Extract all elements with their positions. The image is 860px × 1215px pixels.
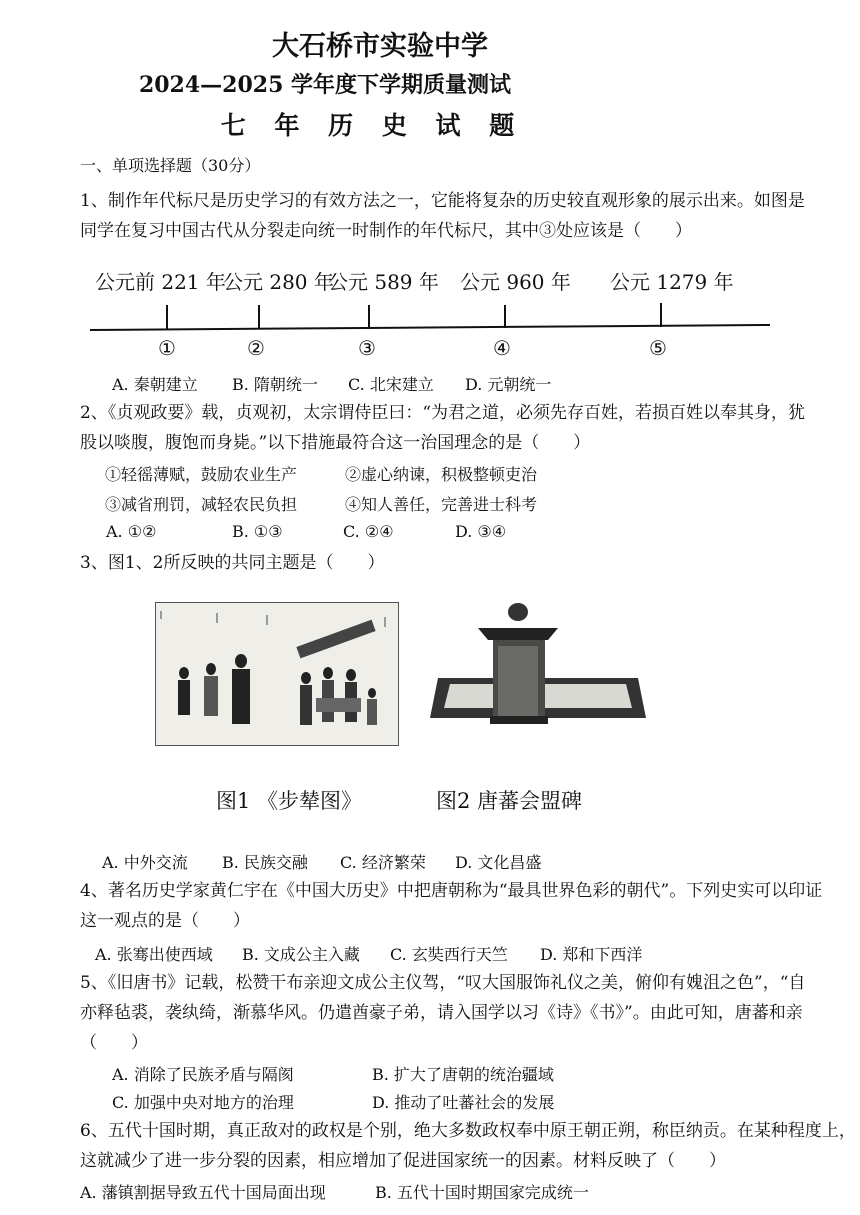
section-title: 一、单项选择题（30分） (80, 156, 261, 175)
q2-item-4: ④知人善任，完善进士科考 (345, 495, 538, 514)
q1-line1: 1、制作年代标尺是历史学习的有效方法之一，它能将复杂的历史较直观形象的展示出来。如图是 (80, 191, 805, 211)
q1-line2: 同学在复习中国古代从分裂走向统一时制作的年代标尺，其中③处应该是（ ） (80, 221, 692, 241)
timeline-label: 公元 1279 年 (610, 270, 734, 294)
q6-line2: 这就减少了进一步分裂的因素，相应增加了促进国家统一的因素。材料反映了（ ） (80, 1151, 726, 1171)
q2-item-1: ①轻徭薄赋，鼓励农业生产 (105, 465, 298, 484)
stele-icon (428, 598, 648, 740)
figure2-stele (428, 598, 648, 740)
q2-option-d[interactable]: D. ③④ (455, 522, 507, 541)
figure1-painting (155, 602, 399, 746)
q4-line2: 这一观点的是（ ） (80, 911, 250, 931)
timeline-label: 公元前 221 年 (95, 270, 226, 294)
q4-option-c[interactable]: C. 玄奘西行天竺 (390, 945, 508, 964)
q5-option-b[interactable]: B. 扩大了唐朝的统治疆域 (372, 1065, 554, 1084)
q5-line1: 5、《旧唐书》记载，松赞干布亲迎文成公主仪驾，“叹大国服饰礼仪之美，俯仰有媿沮之色”，“自 (80, 973, 806, 993)
q2-option-b[interactable]: B. ①③ (232, 522, 283, 541)
q3-option-c[interactable]: C. 经济繁荣 (340, 853, 426, 872)
q6-option-b[interactable]: B. 五代十国时期国家完成统一 (375, 1183, 589, 1202)
timeline-number: ④ (493, 336, 511, 360)
timeline-label: 公元 589 年 (328, 270, 439, 294)
q3-option-d[interactable]: D. 文化昌盛 (455, 853, 542, 872)
q5-option-a[interactable]: A. 消除了民族矛盾与隔阂 (112, 1065, 294, 1084)
q1-option-b[interactable]: B. 隋朝统一 (232, 375, 318, 394)
painting-figures-icon (156, 603, 398, 745)
q4-option-b[interactable]: B. 文成公主入藏 (242, 945, 360, 964)
q3-option-b[interactable]: B. 民族交融 (222, 853, 308, 872)
q6-line1: 6、五代十国时期，真正敌对的政权是个别，绝大多数政权奉中原王朝正朔，称臣纳贡。在某种程度上， (80, 1121, 856, 1141)
q5-option-c[interactable]: C. 加强中央对地方的治理 (112, 1093, 294, 1112)
school-title: 大石桥市实验中学 (272, 31, 488, 62)
timeline-number: ② (247, 336, 265, 360)
q1-option-d[interactable]: D. 元朝统一 (465, 375, 552, 394)
q3-option-a[interactable]: A. 中外交流 (102, 853, 188, 872)
q2-line2: 股以啖腹，腹饱而身毙。”以下措施最符合这一治国理念的是（ ） (80, 433, 591, 453)
timeline-label: 公元 960 年 (460, 270, 571, 294)
q4-line1: 4、著名历史学家黄仁宇在《中国大历史》中把唐朝称为“最具世界色彩的朝代”。下列史实可以印证 (80, 881, 823, 901)
q4-option-a[interactable]: A. 张骞出使西域 (95, 945, 213, 964)
q3-line1: 3、图1、2所反映的共同主题是（ ） (80, 553, 385, 573)
q5-line2: 亦释毡裘，袭纨绮，渐慕华风。仍遣酋豪子弟，请入国学以习《诗》《书》”。由此可知，唐蕃和亲 (80, 1003, 803, 1023)
q6-option-a[interactable]: A. 藩镇割据导致五代十国局面出现 (80, 1183, 326, 1202)
timeline-label: 公元 280 年 (223, 270, 334, 294)
q5-line3: （ ） (80, 1033, 148, 1053)
timeline-number: ① (158, 336, 176, 360)
q4-option-d[interactable]: D. 郑和下西洋 (540, 945, 643, 964)
q2-line1: 2、《贞观政要》载，贞观初，太宗谓侍臣曰：“为君之道，必须先存百姓，若损百姓以奉其身，犹 (80, 403, 806, 423)
timeline-number: ③ (358, 336, 376, 360)
figure1-caption: 图1 《步辇图》 (216, 789, 363, 813)
subject-title: 七 年 历 史 试 题 (220, 111, 525, 140)
figure2-caption: 图2 唐蕃会盟碑 (436, 789, 583, 813)
timeline-axis (0, 295, 860, 340)
q2-option-c[interactable]: C. ②④ (343, 522, 394, 541)
exam-term-title: 2024—2025 学年度下学期质量测试 (138, 72, 512, 98)
timeline-number: ⑤ (649, 336, 667, 360)
q5-option-d[interactable]: D. 推动了吐蕃社会的发展 (372, 1093, 555, 1112)
q1-option-a[interactable]: A. 秦朝建立 (112, 375, 198, 394)
q2-option-a[interactable]: A. ①② (106, 522, 157, 541)
q1-option-c[interactable]: C. 北宋建立 (348, 375, 434, 394)
q2-item-2: ②虚心纳谏，积极整顿吏治 (345, 465, 538, 484)
q2-item-3: ③减省刑罚，减轻农民负担 (105, 495, 298, 514)
